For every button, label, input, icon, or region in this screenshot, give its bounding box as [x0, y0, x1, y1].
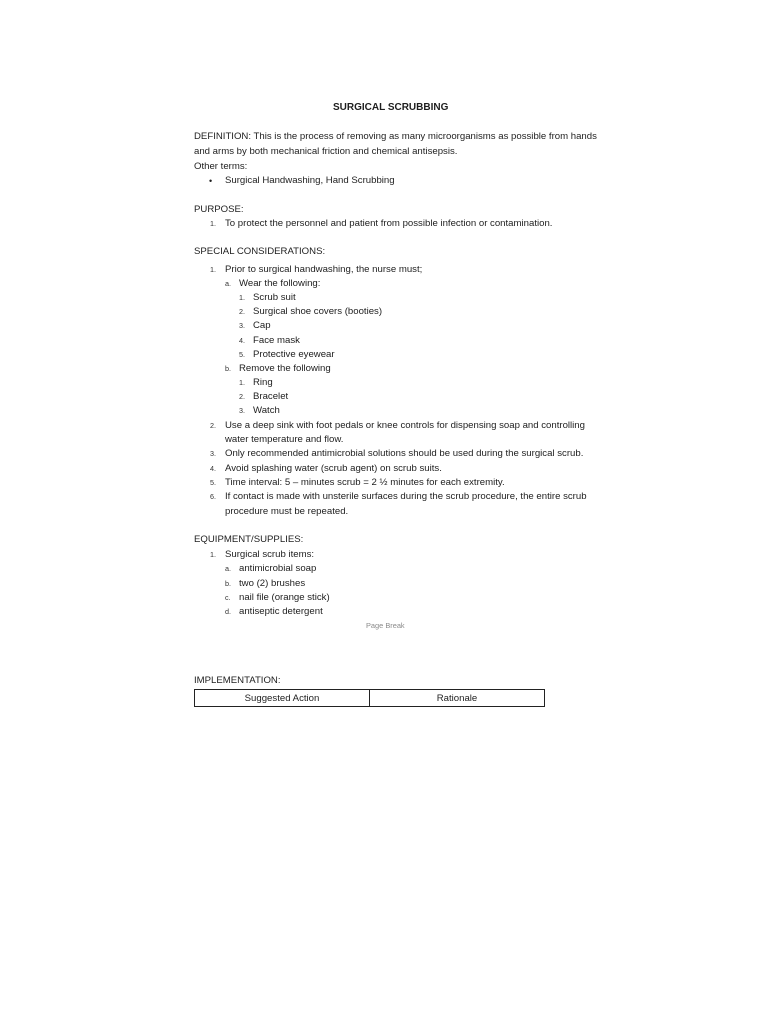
definition-line-2: and arms by both mechanical friction and chemical antisepsis.: [194, 146, 458, 157]
list-number: 1.: [210, 219, 216, 228]
list-number: 1.: [239, 293, 245, 302]
list-number: 2.: [239, 392, 245, 401]
implementation-heading: IMPLEMENTATION:: [194, 675, 281, 686]
bullet-icon: •: [209, 176, 213, 186]
list-item-text: Time interval: 5 – minutes scrub = 2 ½ minutes for each extremity.: [225, 477, 505, 488]
list-item-text: Ring: [253, 377, 273, 388]
list-item-text: Remove the following: [239, 363, 331, 374]
column-header-suggested-action: Suggested Action: [195, 690, 370, 707]
list-item-text: Surgical shoe covers (booties): [253, 306, 383, 317]
definition-line-1: DEFINITION: This is the process of removing as many microorganisms as possible from hands: [194, 131, 597, 142]
purpose-heading: PURPOSE:: [194, 204, 244, 215]
list-item-text: antimicrobial soap: [239, 563, 317, 574]
list-letter: a.: [225, 279, 231, 288]
list-item-text: Surgical scrub items:: [225, 549, 315, 560]
list-letter: b.: [225, 364, 231, 373]
list-number: 3.: [210, 449, 216, 458]
document-title: SURGICAL SCRUBBING: [333, 102, 449, 113]
list-letter: b.: [225, 579, 231, 588]
list-item-text-continued: procedure must be repeated.: [225, 506, 349, 517]
list-number: 1.: [210, 265, 216, 274]
list-item-text-continued: water temperature and flow.: [225, 434, 344, 445]
list-item-text: Bracelet: [253, 391, 289, 402]
list-number: 5.: [239, 350, 245, 359]
list-item-text: Scrub suit: [253, 292, 296, 303]
table-header-row: [195, 690, 545, 707]
list-item-text: If contact is made with unsterile surfaces during the scrub procedure, the entire scrub: [225, 491, 587, 502]
list-letter: d.: [225, 607, 231, 616]
list-item-text: Use a deep sink with foot pedals or knee controls for dispensing soap and controlling: [225, 420, 585, 431]
list-item-text: Face mask: [253, 335, 300, 346]
list-letter: c.: [225, 593, 231, 602]
list-number: 4.: [239, 336, 245, 345]
list-item-text: two (2) brushes: [239, 578, 306, 589]
equipment-heading: EQUIPMENT/SUPPLIES:: [194, 534, 304, 545]
list-number: 3.: [239, 406, 245, 415]
purpose-item-text: To protect the personnel and patient from possible infection or contamination.: [225, 218, 553, 229]
list-number: 2.: [239, 307, 245, 316]
list-item-text: Prior to surgical handwashing, the nurse must;: [225, 264, 423, 275]
list-letter: a.: [225, 564, 231, 573]
list-item-text: antiseptic detergent: [239, 606, 323, 617]
list-number: 5.: [210, 478, 216, 487]
list-number: 6.: [210, 492, 216, 501]
column-header-rationale: Rationale: [370, 690, 545, 707]
list-item-text: Watch: [253, 405, 280, 416]
list-number: 1.: [210, 550, 216, 559]
page-break-marker: Page Break: [366, 621, 405, 630]
list-number: 1.: [239, 378, 245, 387]
list-item-text: Cap: [253, 320, 271, 331]
other-terms-text: Surgical Handwashing, Hand Scrubbing: [225, 175, 395, 186]
list-item-text: Avoid splashing water (scrub agent) on scrub suits.: [225, 463, 442, 474]
list-number: 3.: [239, 321, 245, 330]
other-terms-label: Other terms:: [194, 161, 248, 172]
list-item-text: Only recommended antimicrobial solutions should be used during the surgical scrub.: [225, 448, 584, 459]
list-item-text: Protective eyewear: [253, 349, 335, 360]
list-number: 4.: [210, 464, 216, 473]
list-item-text: nail file (orange stick): [239, 592, 330, 603]
list-item-text: Wear the following:: [239, 278, 321, 289]
implementation-table: [194, 689, 545, 707]
list-number: 2.: [210, 421, 216, 430]
special-considerations-heading: SPECIAL CONSIDERATIONS:: [194, 246, 326, 257]
